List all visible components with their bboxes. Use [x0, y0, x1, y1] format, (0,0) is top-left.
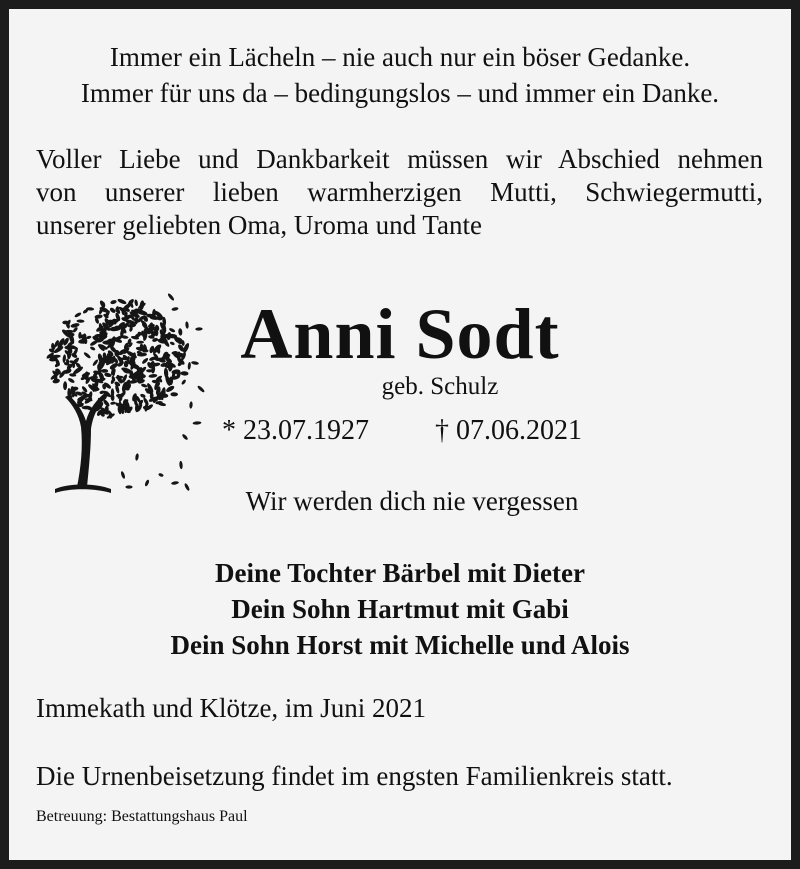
birth-name: geb. Schulz	[381, 373, 499, 400]
intro-line-1: Voller Liebe und Dankbarkeit müssen wir Abschied nehmen	[36, 144, 763, 174]
intro-line-3: unserer geliebten Oma, Uroma und Tante	[36, 210, 482, 240]
urn-notice: Die Urnenbeisetzung findet im engsten Familienkreis statt.	[36, 761, 673, 791]
poem-line-1: Immer ein Lächeln – nie auch nur ein böser Gedanke.	[109, 42, 691, 72]
motto: Wir werden dich nie vergessen	[245, 486, 579, 516]
intro-line-2: von unserer lieben warmherzigen Mutti, Schwiegermutti,	[36, 177, 763, 207]
deceased-name: Anni Sodt	[240, 294, 560, 374]
funeral-home-credit: Betreuung: Bestattungshaus Paul	[36, 808, 248, 825]
family-line-2: Dein Sohn Hartmut mit Gabi	[231, 594, 569, 624]
place-date: Immekath und Klötze, im Juni 2021	[36, 693, 426, 723]
birth-date: * 23.07.1927	[222, 415, 369, 446]
family-line-1: Deine Tochter Bärbel mit Dieter	[215, 558, 585, 588]
death-date: † 07.06.2021	[435, 415, 582, 446]
intro-text	[36, 143, 763, 242]
family-line-3: Dein Sohn Horst mit Michelle und Alois	[170, 630, 630, 660]
poem-line-2: Immer für uns da – bedingungslos – und immer ein Danke.	[80, 78, 720, 108]
